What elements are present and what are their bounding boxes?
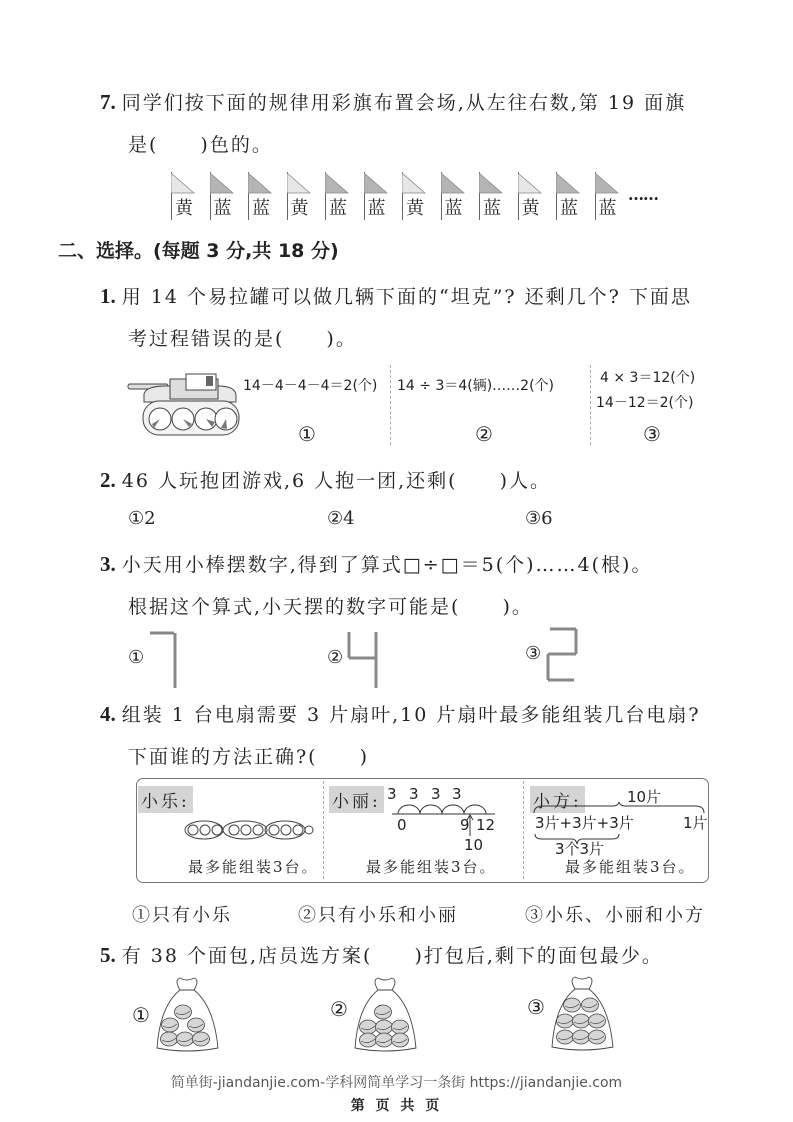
flag-triangle	[556, 172, 580, 194]
xiaole-circles-diagram	[184, 818, 314, 842]
divider	[523, 781, 524, 879]
q1-text: 用 14 个易拉罐可以做几辆下面的“坦克”? 还剩几个? 下面思	[121, 286, 692, 308]
q4-line2: 下面谁的方法正确?( )	[128, 746, 370, 768]
flag-triangle	[210, 172, 234, 194]
flag-triangle	[364, 172, 388, 194]
footer-page: 第 页 共 页	[350, 1098, 443, 1114]
xiaofang-group: 3个3片	[555, 840, 605, 858]
xiaole-label: 小乐:	[138, 786, 193, 813]
flag-triangle	[441, 172, 465, 194]
q1-option1-marker[interactable]: ①	[298, 422, 316, 446]
q7-text: 同学们按下面的规律用彩旗布置会场,从左往右数,第 19 面旗	[121, 92, 687, 114]
flag-label: 蓝	[483, 198, 501, 219]
divider	[323, 781, 324, 879]
q7-line1	[100, 88, 686, 115]
xiaoli-jump-3: 3	[431, 785, 441, 803]
flag-yellow	[286, 172, 312, 220]
footer-site: 简单街-jiandanjie.com-学科网简单学习一条街 https://jiandanjie.com	[170, 1075, 623, 1091]
q3-line2: 根据这个算式,小天摆的数字可能是( )。	[128, 596, 533, 618]
bread-bag-7	[350, 976, 420, 1058]
flag-label: 黄	[406, 198, 424, 219]
flag-blue	[247, 172, 273, 220]
flag-yellow	[170, 172, 196, 220]
q5-line1	[100, 941, 663, 968]
xiaofang-total: 10片	[627, 788, 662, 806]
flag-blue	[440, 172, 466, 220]
flag-blue	[478, 172, 504, 220]
tick-12: 12	[476, 816, 496, 834]
flag-ellipsis: ……	[628, 185, 658, 204]
xiaoli-label: 小丽:	[329, 786, 384, 813]
q1-option3-expr2: 14－12＝2(个)	[596, 395, 694, 411]
xiaoli-jump-2: 3	[409, 785, 419, 803]
q3-option2-marker[interactable]: ②	[327, 647, 344, 668]
q4-option-2[interactable]: ②只有小乐和小丽	[298, 905, 458, 926]
q5-text: 有 38 个面包,店员选方案( )打包后,剩下的面包最少。	[121, 945, 663, 967]
flag-triangle	[171, 172, 195, 194]
flag-label: 蓝	[213, 198, 232, 219]
flag-triangle	[402, 172, 426, 194]
flag-label: 蓝	[367, 198, 386, 219]
stick-digit-2	[544, 626, 584, 686]
flag-label: 蓝	[252, 198, 270, 219]
q5-option1-marker[interactable]: ①	[132, 1003, 150, 1027]
flag-label: 蓝	[329, 198, 347, 219]
xiaofang-sum: 3片+3片+3片	[535, 814, 634, 832]
arrow-label-10: 10	[464, 836, 484, 854]
tick-0: 0	[397, 816, 407, 834]
q7-line2: 是( )色的。	[128, 134, 273, 156]
xiaofang-label: 小方:	[530, 786, 585, 813]
q4-number: 4.	[100, 702, 116, 726]
q3-text: 小天用小棒摆数字,得到了算式□÷□＝5(个)……4(根)。	[121, 554, 653, 576]
q2-text: 46 人玩抱团游戏,6 人抱一团,还剩( )人。	[121, 470, 551, 492]
q4-option-3[interactable]: ③小乐、小丽和小方	[525, 905, 705, 926]
divider	[590, 365, 591, 445]
flag-triangle	[595, 172, 619, 194]
q3-option3-marker[interactable]: ③	[525, 643, 542, 664]
q4-line1	[100, 700, 701, 727]
flag-blue	[209, 172, 235, 220]
stick-digit-4	[346, 630, 386, 690]
flag-blue	[324, 172, 350, 220]
flag-blue	[555, 172, 581, 220]
q2-line1	[100, 466, 551, 493]
q1-option3-marker[interactable]: ③	[643, 422, 661, 446]
flag-row	[170, 172, 690, 224]
q3-number: 3.	[100, 552, 116, 576]
flag-label: 黄	[175, 198, 193, 219]
q7-number: 7.	[100, 90, 116, 114]
flag-label: 黄	[521, 198, 540, 219]
q3-line1	[100, 550, 652, 577]
q1-line2: 考过程错误的是( )。	[128, 328, 357, 350]
q1-option1-expr: 14－4－4－4＝2(个)	[243, 378, 378, 394]
flag-label: 蓝	[444, 198, 463, 219]
flag-triangle	[479, 172, 503, 194]
q1-number: 1.	[100, 284, 116, 308]
flag-label: 蓝	[560, 198, 578, 219]
q2-option-1[interactable]: ①2	[128, 508, 156, 529]
q1-option3-expr1: 4 × 3＝12(个)	[600, 370, 696, 386]
xiaoli-jump-4: 3	[452, 785, 462, 803]
xiaoli-result: 最多能组装3台。	[366, 858, 497, 876]
flag-blue	[363, 172, 389, 220]
tank-icon	[126, 372, 244, 438]
flag-blue	[594, 172, 620, 220]
bread-bag-6	[152, 976, 222, 1058]
q3-option1-marker[interactable]: ①	[128, 647, 145, 668]
q4-text: 组装 1 台电扇需要 3 片扇叶,10 片扇叶最多能组装几台电扇?	[121, 704, 701, 726]
stick-digit-7	[148, 630, 188, 690]
xiaofang-result: 最多能组装3台。	[565, 858, 696, 876]
q1-option2-marker[interactable]: ②	[475, 422, 493, 446]
xiaole-result: 最多能组装3台。	[188, 858, 319, 876]
q5-number: 5.	[100, 943, 116, 967]
q2-option-2[interactable]: ②4	[327, 508, 355, 529]
q2-option-3[interactable]: ③6	[525, 508, 553, 529]
flag-yellow	[517, 172, 543, 220]
flag-triangle	[518, 172, 542, 194]
flag-label: 蓝	[598, 198, 617, 219]
flag-triangle	[325, 172, 349, 194]
q1-line1	[100, 282, 692, 309]
flag-label: 黄	[290, 198, 309, 219]
q4-option-1[interactable]: ①只有小乐	[132, 905, 232, 926]
bread-bag-8	[547, 975, 617, 1057]
q1-option2-expr: 14 ÷ 3＝4(辆)……2(个)	[397, 378, 555, 394]
q5-option2-marker[interactable]: ②	[330, 997, 348, 1021]
xiaofang-rest: 1片	[683, 814, 708, 832]
tick-9: 9	[460, 816, 470, 834]
section-title: 二、选择。(每题 3 分,共 18 分)	[58, 240, 339, 262]
flag-triangle	[248, 172, 272, 194]
q5-option3-marker[interactable]: ③	[527, 995, 545, 1019]
divider	[390, 365, 391, 445]
xiaoli-jump-1: 3	[387, 785, 397, 803]
q2-number: 2.	[100, 468, 116, 492]
flag-triangle	[287, 172, 311, 194]
flag-yellow	[401, 172, 427, 220]
